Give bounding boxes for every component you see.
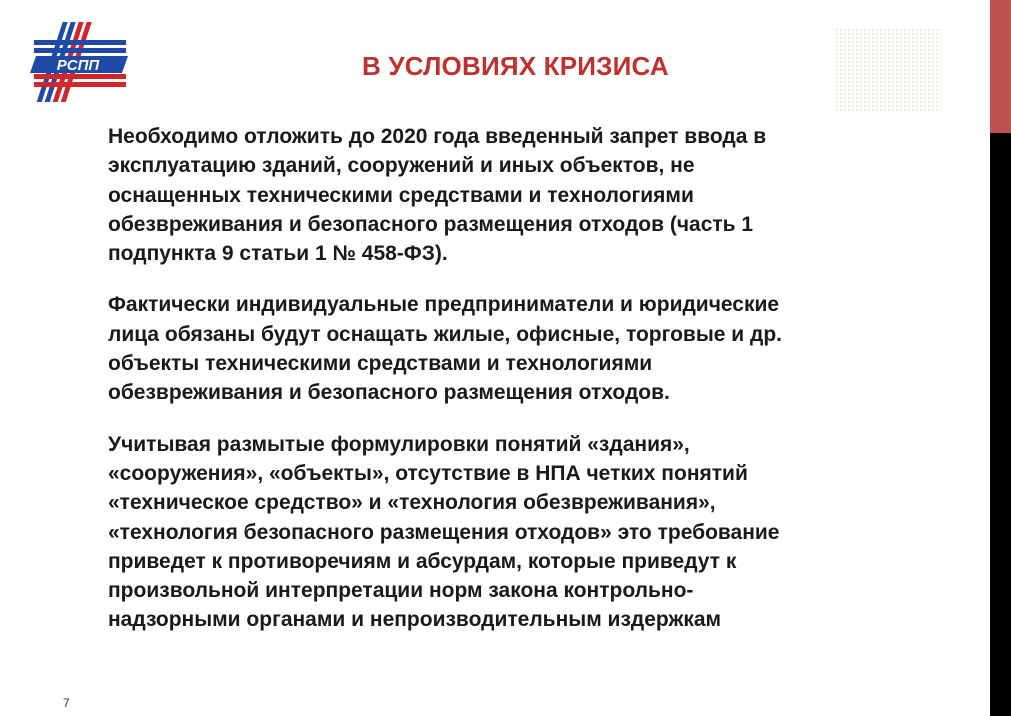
paragraph-2 [108,290,928,407]
paragraph-3 [108,430,928,635]
paragraph-line: «техническое средство» и «технология обезвреживания», [108,491,716,515]
paragraph-line: обезвреживания и безопасного размещения отходов (часть 1 [108,212,754,236]
paragraph-line: Учитывая размытые формулировки понятий «здания», [108,432,690,456]
logo-text: РСПП [56,57,100,74]
paragraph-line: объекты техническими средствами и технологиями [108,352,653,376]
paragraph-line: приведет к противоречиям и абсурдам, которые приведут к [108,549,737,573]
paragraph-1 [108,122,928,268]
paragraph-line: «технология безопасного размещения отходов» это требование [108,520,780,544]
accent-bar-black [990,133,1011,716]
paragraph-line: Необходимо отложить до 2020 года введенный запрет ввода в [108,125,767,148]
paragraph-line: «сооружения», «объекты», отсутствие в НПА четких понятий [108,461,748,485]
paragraph-line: произвольной интерпретации норм закона контрольно- [108,579,694,603]
dot-pattern-decoration [835,28,941,112]
slide-body [108,122,928,657]
slide-title: В УСЛОВИЯХ КРИЗИСА [362,51,669,81]
paragraph-line: Фактически индивидуальные предприниматели и юридические [108,293,780,317]
paragraph-line: оснащенных техническими средствами и технологиями [108,183,694,207]
paragraph-line: обезвреживания и безопасного размещения отходов. [108,381,670,405]
paragraph-line: подпункта 9 статьи 1 № 458-ФЗ). [108,242,448,266]
paragraph-line: надзорными органами и непроизводительным издержкам [108,608,722,632]
paragraph-line: эксплуатацию зданий, сооружений и иных объектов, не [108,154,695,178]
rspp-logo [28,18,132,106]
accent-bar-red [990,0,1011,133]
page-number: 7 [63,696,70,710]
paragraph-line: лица обязаны будут оснащать жилые, офисные, торговые и др. [108,322,782,346]
